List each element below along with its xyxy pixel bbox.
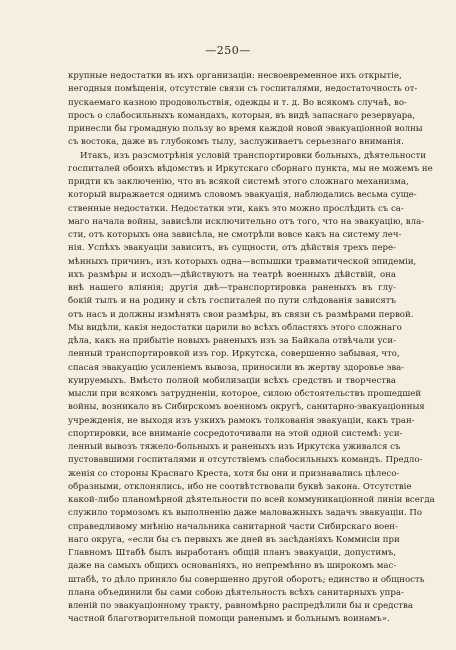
text-line: мысли при всякомъ затрудненіи, которое, силою обстоятельствъ прошедшей: [68, 389, 422, 399]
text-line: крупные недостатки въ ихъ организаціи: несвоевременное ихъ открытіе,: [68, 71, 402, 81]
text-line: просъ о слабосильныхъ командахъ, которыя, въ видѣ запаснаго резервуара,: [68, 110, 416, 121]
text-line: войны, возникало въ Сибирскомъ военномъ округѣ, санитарно-эвакуаціонныя: [68, 402, 425, 413]
text-line: придти къ заключенію, что въ всякой системѣ этого сложнаго механизма,: [68, 177, 409, 187]
text-line: пустовавшими госпиталями и отсутствіемъ слабосильныхъ командъ. Предло-: [68, 455, 423, 466]
text-line: спортировки, все вниманіе сосредоточивали на этой одной системѣ: уси-: [68, 428, 403, 439]
text-line: мѣнныхъ причинъ, изъ которыхъ одна—вспышки травматической эпидеміи,: [68, 256, 417, 267]
text-line: плана объединили бы сами собою дѣятельность всѣхъ санитарныхъ упра-: [68, 587, 404, 598]
text-line: дѣла, какъ на прибытіе новыхъ раненыхъ изъ за Байкала отвѣчали уси-: [68, 336, 396, 346]
text-line: бокій тылъ и на родину и сѣть госпиталей по пути слѣдованія зависятъ: [68, 296, 396, 307]
text-line: куируемыхъ. Вмѣсто полной мобилизаціи всѣхъ средствъ и творчества: [68, 375, 396, 386]
text-line: даже на самыхъ общихъ основаніяхъ, но непремѣнно въ широкомъ мас-: [68, 561, 397, 572]
text-line: съ востока, даже въ глубокомъ тылу, заслуживаетъ серьезнаго вниманія.: [68, 137, 404, 148]
text-line: частной благотворительной помощи раненымъ и больнымъ воинамъ».: [68, 614, 390, 625]
text-line: ственные недостатки. Недостатки эти, какъ это можно прослѣдить съ са-: [68, 203, 404, 214]
body-text: [68, 70, 435, 627]
text-line: вленій по эвакуаціонному тракту, равномѣрно распредѣлили бы и средства: [68, 601, 413, 611]
text-line: ленный вывозъ тяжело-больныхъ и раненыхъ изъ Иркутска уживался съ: [68, 442, 401, 452]
text-line: какой-либо планомѣрной дѣятельности по всей коммуникаціонной линіи всегда: [68, 495, 435, 505]
text-line: ихъ размѣры и исходъ—дѣйствуютъ на театрѣ военныхъ дѣйствій, она: [68, 269, 396, 280]
text-line: который выражается однимъ словомъ эвакуація, наблюдались весьма суще-: [68, 190, 417, 201]
text-line: пускаемаго казною продовольствія, одежды и т. д. Во всякомъ случаѣ, во-: [68, 97, 407, 108]
text-line: Мы видѣли, какія недостатки царили во всѣхъ областяхъ этого сложнаго: [68, 322, 402, 333]
text-line: внѣ нашего вліянія; другія двѣ—транспортировка раненыхъ въ глу-: [68, 283, 396, 293]
text-line: госпиталей обоихъ вѣдомствъ и Иркутскаго сборнаго пункта, мы не можемъ не: [68, 163, 433, 174]
text-line: наго округа, «если бы съ первыхъ же дней въ засѣданіяхъ Коммисіи при: [68, 534, 400, 545]
text-line: штабѣ, то дѣло приняло бы совершенно другой оборотъ; единство и общность: [68, 574, 425, 585]
text-line: сти, отъ которыхъ она зависѣла, не смотрѣли вовсе какъ на систему леч-: [68, 230, 402, 240]
text-line: отъ насъ и должны измѣнять свои размѣры, въ связи съ размѣрами первой.: [68, 309, 414, 320]
text-line: принесли бы громадную пользу во время каждой новой эвакуаціонной волны: [68, 124, 423, 134]
text-line: негодныя помѣщенія, отсутствіе связи съ госпиталями, недостаточность от-: [68, 84, 418, 95]
text-line: Главномъ Штабѣ былъ выработанъ общій планъ эвакуаціи, допустимъ,: [68, 548, 396, 558]
text-line: образными, отклонялись, ибо не соотвѣтствовали буквѣ закона. Отсутствіе: [68, 481, 412, 492]
text-line: нія. Успѣхъ эвакуаціи зависитъ, въ сущности, отъ дѣйствія трехъ пере-: [68, 243, 396, 254]
text-line: женія со стороны Краснаго Креста, хотя бы они и признавались цѣлесо-: [68, 468, 400, 479]
text-line: учрежденія, не выходя изъ узкихъ рамокъ толкованія эвакуаціи, какъ тран-: [68, 415, 415, 426]
text-line: Итакъ, изъ разсмотрѣнія условій транспортировки больныхъ, дѣятельности: [80, 150, 426, 161]
text-line: служило тормозомъ къ выполненію даже маловажныхъ задачъ эвакуаціи. По: [68, 508, 423, 519]
text-line: маго начала войны, зависѣли исключительно отъ того, что на эвакуацію, вла-: [68, 216, 425, 227]
text-line: ленный транспортировкой изъ гор. Иркутска, совершенно забывая, что,: [68, 349, 400, 360]
text-line: справедливому мнѣнію начальника санитарной части Сибирскаго воен-: [68, 521, 398, 532]
page-number: —250—: [205, 44, 251, 57]
text-line: спасая эвакуацію усиленіемъ вывоза, приносили въ жертву здоровье эва-: [68, 362, 405, 373]
